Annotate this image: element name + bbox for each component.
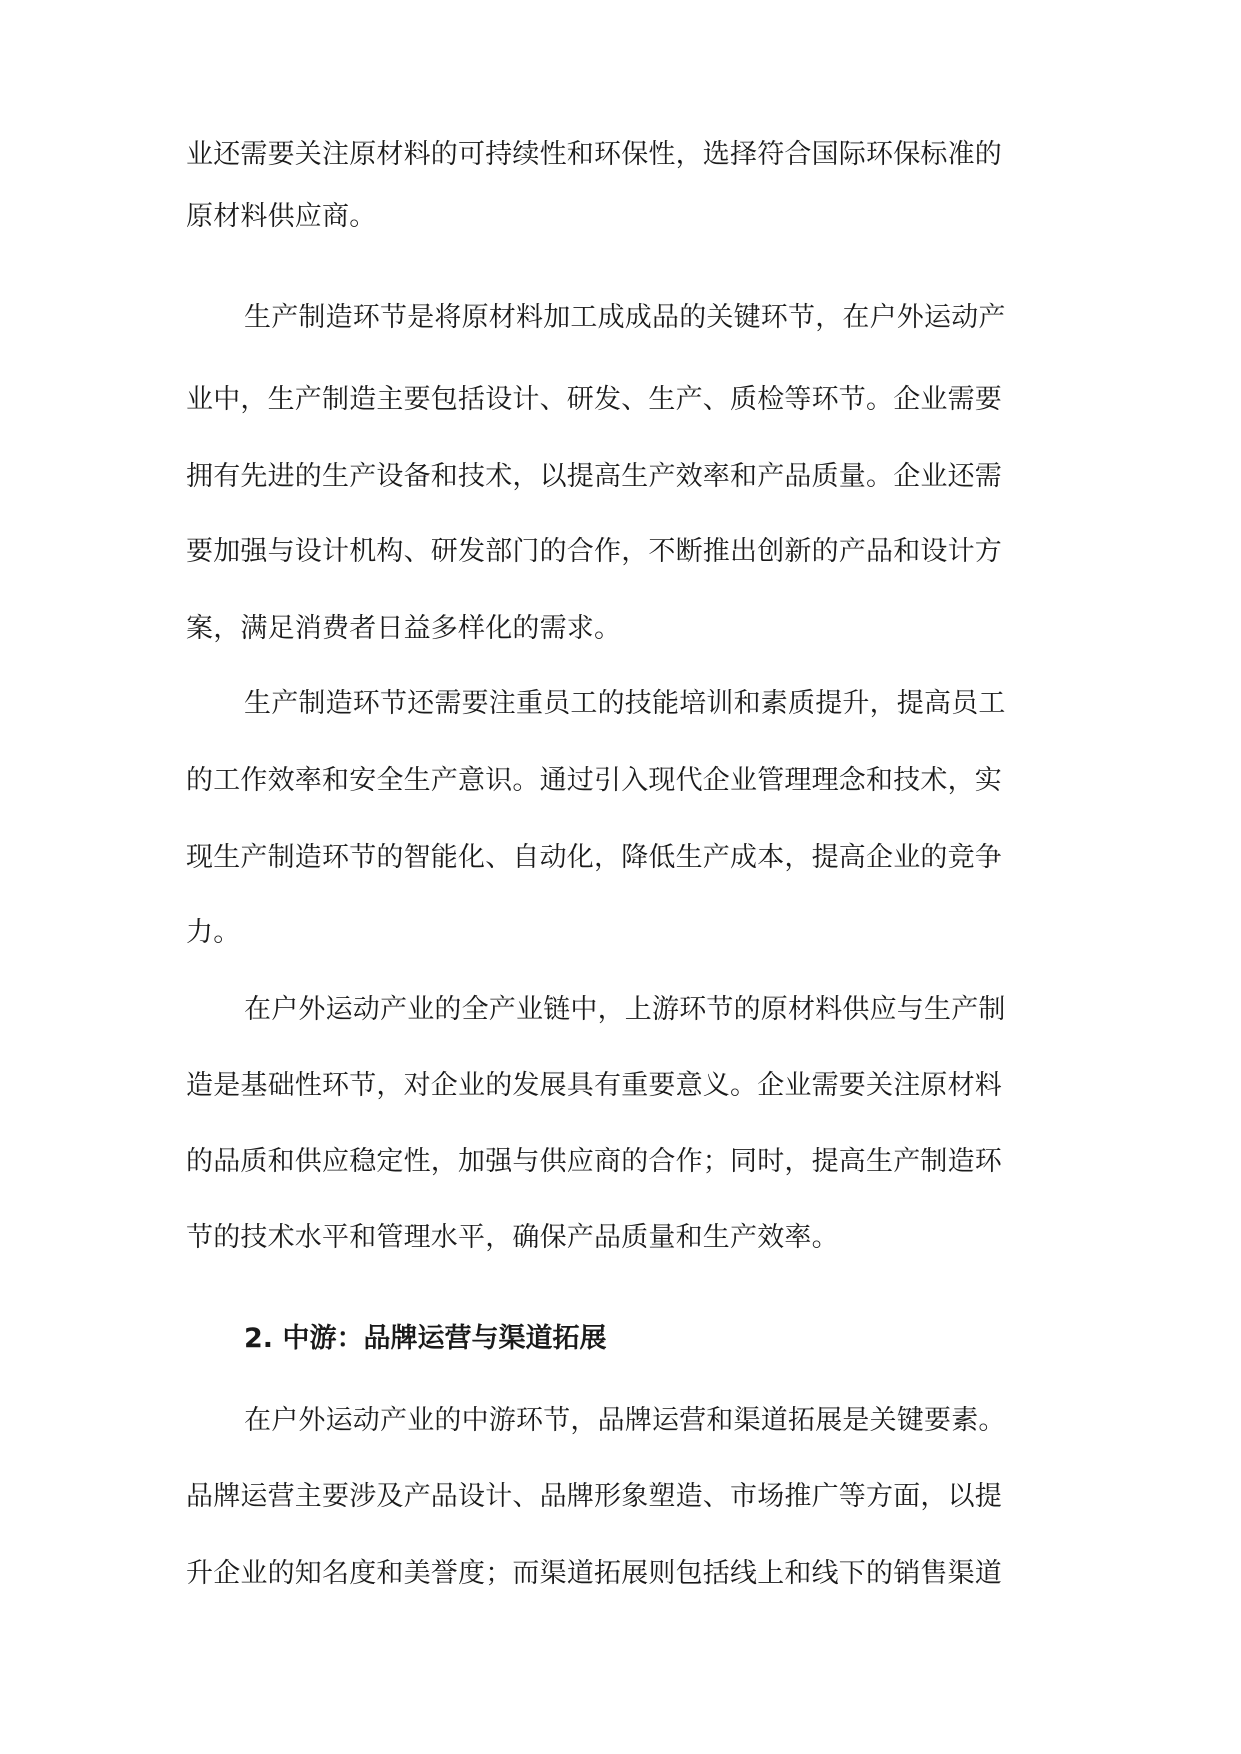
paragraph-line: 要加强与设计机构、研发部门的合作，不断推出创新的产品和设计方 bbox=[186, 536, 1002, 567]
paragraph-line: 案，满足消费者日益多样化的需求。 bbox=[186, 613, 622, 644]
paragraph-line: 在户外运动产业的全产业链中，上游环节的原材料供应与生产制 bbox=[244, 994, 1006, 1025]
paragraph-line: 现生产制造环节的智能化、自动化，降低生产成本，提高企业的竞争 bbox=[186, 842, 1002, 873]
section-heading: 2. 中游：品牌运营与渠道拓展 bbox=[244, 1323, 607, 1354]
paragraph-line: 生产制造环节还需要注重员工的技能培训和素质提升，提高员工 bbox=[244, 688, 1006, 719]
paragraph-line: 的品质和供应稳定性，加强与供应商的合作；同时，提高生产制造环 bbox=[186, 1146, 1002, 1177]
paragraph-line: 业中，生产制造主要包括设计、研发、生产、质检等环节。企业需要 bbox=[186, 384, 1002, 415]
paragraph-line: 拥有先进的生产设备和技术，以提高生产效率和产品质量。企业还需 bbox=[186, 461, 1002, 492]
paragraph-line: 力。 bbox=[186, 917, 241, 948]
paragraph-line: 升企业的知名度和美誉度；而渠道拓展则包括线上和线下的销售渠道 bbox=[186, 1558, 1002, 1589]
paragraph-line: 的工作效率和安全生产意识。通过引入现代企业管理理念和技术，实 bbox=[186, 765, 1002, 796]
paragraph-line: 造是基础性环节，对企业的发展具有重要意义。企业需要关注原材料 bbox=[186, 1070, 1002, 1101]
paragraph-line: 品牌运营主要涉及产品设计、品牌形象塑造、市场推广等方面，以提 bbox=[186, 1481, 1002, 1512]
paragraph-line: 生产制造环节是将原材料加工成成品的关键环节，在户外运动产 bbox=[244, 302, 1006, 333]
paragraph-line: 原材料供应商。 bbox=[186, 201, 377, 232]
paragraph-line: 在户外运动产业的中游环节，品牌运营和渠道拓展是关键要素。 bbox=[244, 1405, 1006, 1436]
paragraph-line: 节的技术水平和管理水平，确保产品质量和生产效率。 bbox=[186, 1222, 839, 1253]
paragraph-line: 业还需要关注原材料的可持续性和环保性，选择符合国际环保标准的 bbox=[186, 139, 1002, 170]
